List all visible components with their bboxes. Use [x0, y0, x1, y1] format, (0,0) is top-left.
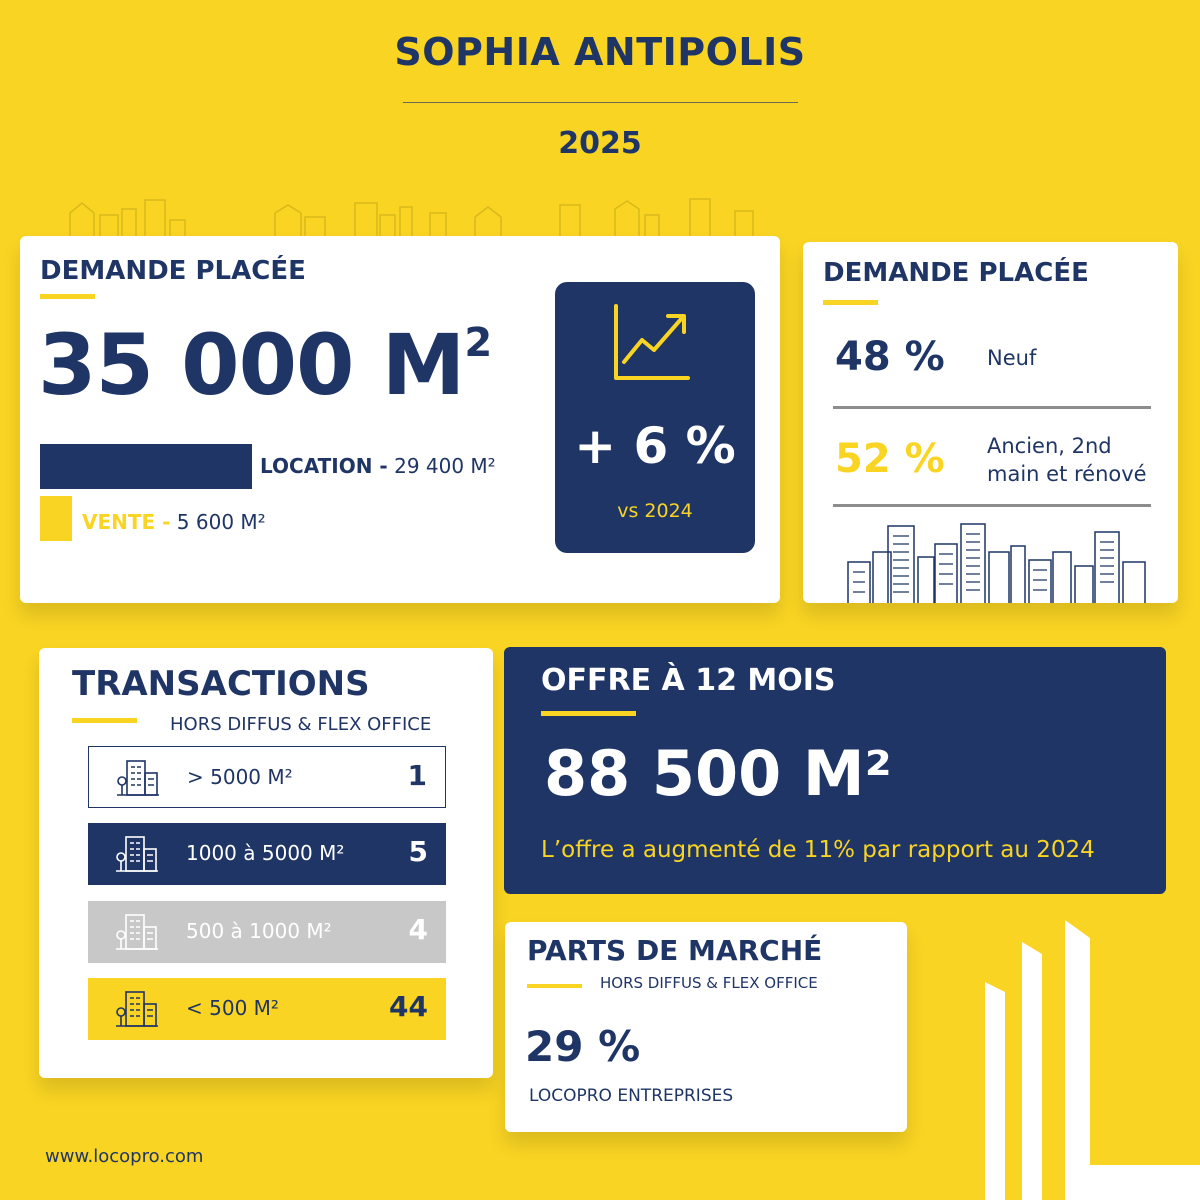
title-underline — [72, 718, 137, 723]
transaction-range: < 500 M² — [186, 996, 279, 1020]
neuf-label: Neuf — [987, 346, 1037, 370]
parts-marche-card — [505, 922, 907, 1132]
demande-placee-split-card — [803, 242, 1178, 603]
page-year: 2025 — [558, 126, 642, 161]
transaction-count: 4 — [408, 913, 428, 946]
title-underline — [527, 984, 582, 988]
location-text — [260, 454, 496, 478]
divider — [833, 504, 1151, 507]
brand-logo-decoration — [960, 920, 1200, 1200]
demande-placee-total — [38, 316, 491, 414]
transaction-row — [88, 901, 446, 963]
demande-placee-card — [20, 236, 780, 603]
transaction-row — [88, 978, 446, 1040]
building-icon — [116, 913, 158, 951]
building-icon — [117, 759, 159, 797]
ancien-label: Ancien, 2nd main et rénové — [987, 434, 1147, 486]
vente-label: VENTE - — [82, 510, 171, 534]
city-skyline-icon — [843, 522, 1153, 603]
parts-marche-value: 29 % — [525, 1022, 641, 1071]
divider — [833, 406, 1151, 409]
title-underline — [541, 711, 636, 716]
demande-placee-split-title: DEMANDE PLACÉE — [823, 258, 1089, 288]
title-underline — [823, 300, 878, 305]
total-value: 35 000 M — [38, 316, 465, 414]
total-unit-sup: 2 — [464, 320, 492, 366]
offre-note: L’offre a augmenté de 11% par rapport au 2024 — [541, 837, 1095, 863]
growth-value: + 6 % — [574, 417, 736, 475]
transactions-subtitle: HORS DIFFUS & FLEX OFFICE — [170, 714, 432, 735]
transaction-count: 44 — [389, 990, 428, 1023]
offre-card — [504, 647, 1166, 894]
title-underline — [40, 294, 95, 299]
transactions-card — [39, 648, 493, 1078]
transaction-range: 500 à 1000 M² — [186, 919, 332, 943]
ancien-percent: 52 % — [835, 436, 945, 482]
chart-growth-icon — [612, 302, 692, 382]
transaction-count: 5 — [408, 835, 428, 868]
vente-bar — [40, 496, 72, 541]
parts-marche-title: PARTS DE MARCHÉ — [527, 934, 823, 967]
page-title: SOPHIA ANTIPOLIS — [394, 30, 806, 74]
growth-box — [555, 282, 755, 553]
building-icon — [116, 990, 158, 1028]
parts-marche-label: LOCOPRO ENTREPRISES — [529, 1086, 734, 1106]
title-divider — [403, 102, 798, 103]
transactions-title: TRANSACTIONS — [72, 664, 370, 704]
location-value: 29 400 M² — [387, 454, 496, 478]
transaction-row — [88, 746, 446, 808]
website-link[interactable]: www.locopro.com — [45, 1146, 204, 1167]
neuf-percent: 48 % — [835, 334, 945, 380]
vente-value: 5 600 M² — [170, 510, 266, 534]
building-icon — [116, 835, 158, 873]
location-label: LOCATION - — [260, 454, 388, 478]
growth-comparison: vs 2024 — [617, 500, 693, 522]
offre-title: OFFRE À 12 MOIS — [541, 663, 836, 698]
skyline-decoration — [60, 195, 760, 240]
demande-placee-title: DEMANDE PLACÉE — [40, 256, 306, 286]
offre-value: 88 500 M² — [544, 737, 892, 810]
transaction-row — [88, 823, 446, 885]
transaction-range: > 5000 M² — [187, 765, 293, 789]
transaction-range: 1000 à 5000 M² — [186, 841, 345, 865]
transaction-count: 1 — [407, 759, 427, 792]
parts-marche-subtitle: HORS DIFFUS & FLEX OFFICE — [600, 974, 818, 992]
vente-text — [82, 510, 266, 534]
location-bar — [40, 444, 252, 489]
